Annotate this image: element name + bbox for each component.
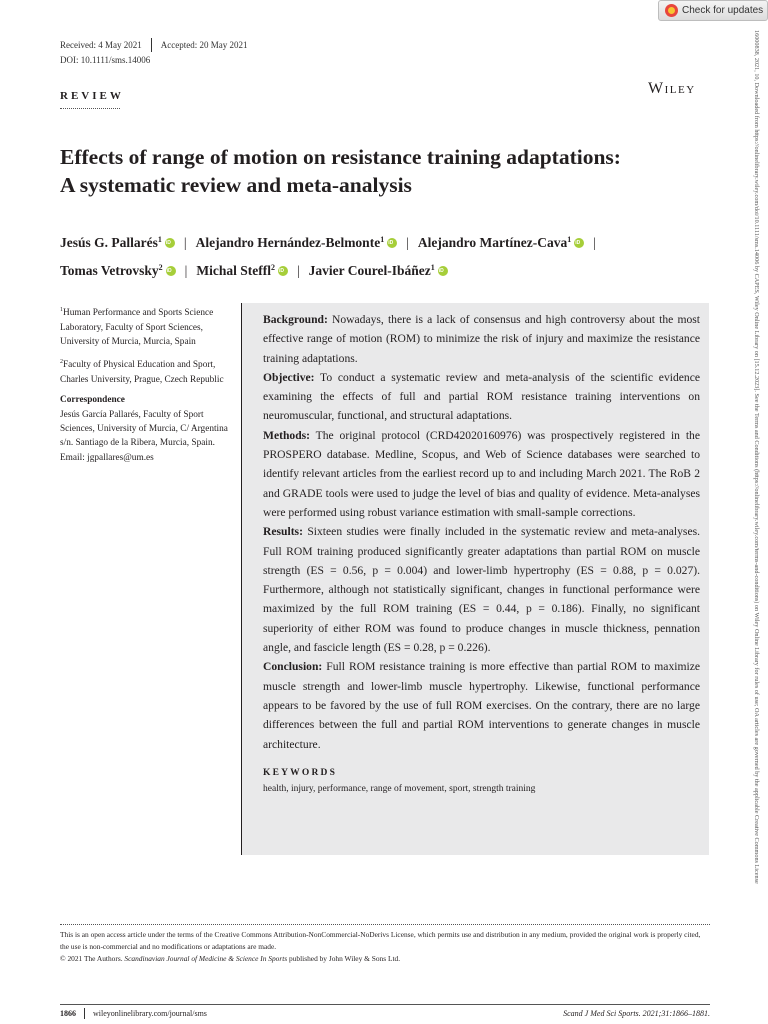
journal-name: Scandinavian Journal of Medicine & Science In Sports: [124, 954, 288, 963]
abstract-methods: [263, 426, 700, 522]
author-name: Tomas Vetrovsky: [60, 263, 159, 278]
section-rule: [60, 108, 120, 109]
license-notice: [60, 929, 710, 965]
article-dates: [60, 38, 247, 52]
affiliation-sup: 1: [60, 307, 63, 313]
author-separator: |: [183, 235, 187, 250]
page-footer: [60, 1008, 710, 1019]
objective-text: To conduct a systematic review and meta-analysis of the scientific evidence examining the effects of full and partial ROM resistance training interventions on neuromuscular, functional, and structural adaptations.: [263, 370, 700, 423]
doi[interactable]: DOI: 10.1111/sms.14006: [60, 55, 151, 65]
copyright-line: [60, 953, 710, 965]
keywords-heading: KEYWORDS: [263, 767, 338, 778]
methods-text: The original protocol (CRD42020160976) was prospectively registered in the PROSPERO database. Medline, Scopus, and Web of Science databases were searched to identify relevant articles from the earliest record up to and including March 2021. The RoB 2 and GRADE tools were used to judge the level of bias and quality of evidence. Meta-analyses were performed using robust variance estimation with small-sample corrections.: [263, 428, 700, 519]
objective-heading: Objective:: [263, 370, 315, 384]
orcid-icon[interactable]: [166, 266, 176, 276]
author[interactable]: [196, 263, 288, 278]
author[interactable]: [60, 263, 176, 278]
title-line-2: A systematic review and meta-analysis: [60, 173, 412, 197]
received-date: Received: 4 May 2021: [60, 40, 142, 50]
conclusion-heading: Conclusion:: [263, 660, 323, 674]
affiliation-sup: 2: [60, 359, 63, 366]
title-line-1: Effects of range of motion on resistance training adaptations:: [60, 145, 621, 169]
journal-citation: Scand J Med Sci Sports. 2021;31:1866–1881.: [563, 1009, 710, 1018]
journal-url[interactable]: wileyonlinelibrary.com/journal/sms: [93, 1009, 207, 1018]
affiliation: [60, 355, 240, 387]
results-heading: Results:: [263, 525, 303, 539]
crossmark-icon: [665, 4, 678, 17]
author-separator: |: [406, 235, 409, 250]
author-name: Jesús G. Pallarés: [60, 235, 158, 250]
orcid-icon[interactable]: [278, 266, 288, 276]
date-separator: [151, 38, 152, 52]
author-name: Michal Steffl: [196, 263, 271, 278]
license-rule: [60, 924, 710, 925]
side-download-strip: [750, 30, 762, 1020]
author[interactable]: [60, 235, 175, 250]
author[interactable]: [309, 263, 448, 278]
orcid-icon[interactable]: [574, 238, 584, 248]
author-affiliation-sup: 1: [380, 235, 385, 244]
abstract-conclusion: [263, 657, 700, 753]
correspondence-email[interactable]: Email: jgpallares@um.es: [60, 452, 154, 463]
results-text: Sixteen studies were finally included in the systematic review and meta-analyses. Full ROM training produced significantly greater adaptations than partial ROM on muscle strength (ES = 0.56, p = 0.004) and lower-limb hypertrophy (ES = 0.88, p = 0.027). Furthermore, although not statistically significant, changes in functional performance were maximized by the full ROM training (ES = 0.44, p = 0.186). Finally, no significant superiority of either ROM was found to produce changes in muscle thickness, pennation angle, and fascicle length (ES = 0.28, p = 0.226).: [263, 525, 700, 655]
license-text: This is an open access article under the terms of the Creative Commons Attribution-NonCommercial-NoDerivs License, which permits use and distribution in any medium, provided the original work is properly cited, the use is non-commercial and no modifications or adaptations are made.: [60, 930, 701, 951]
author-list: [60, 227, 720, 283]
affiliation-text: Faculty of Physical Education and Sport, Charles University, Prague, Czech Republic: [60, 360, 224, 385]
abstract-objective: [263, 368, 700, 426]
abstract-results: [263, 522, 700, 657]
page-number: 1866: [60, 1009, 76, 1018]
author-affiliation-sup: 2: [270, 263, 275, 272]
accepted-date: Accepted: 20 May 2021: [160, 40, 248, 50]
orcid-icon[interactable]: [387, 238, 397, 248]
orcid-icon[interactable]: [438, 266, 448, 276]
correspondence-heading: Correspondence: [60, 395, 125, 406]
author-separator: |: [593, 235, 596, 250]
author[interactable]: [196, 235, 398, 250]
author[interactable]: [418, 235, 584, 250]
footer-rule: [60, 1004, 710, 1005]
author-affiliation-sup: 1: [567, 235, 572, 244]
author-affiliation-sup: 1: [157, 235, 162, 244]
copyright-text: © 2021 The Authors.: [60, 954, 125, 963]
author-affiliation-sup: 2: [158, 263, 163, 272]
check-for-updates-button[interactable]: [658, 0, 768, 21]
section-label: REVIEW: [60, 90, 124, 102]
article-title: [60, 143, 710, 199]
author-separator: |: [296, 263, 300, 278]
keywords-text: health, injury, performance, range of movement, sport, strength training: [263, 783, 536, 794]
abstract-box: [241, 303, 709, 855]
author-name: Javier Courel-Ibáñez: [308, 263, 431, 278]
abstract-background: [263, 310, 700, 368]
orcid-icon[interactable]: [165, 238, 175, 248]
affiliations-column: [60, 303, 240, 465]
conclusion-text: Full ROM resistance training is more effective than partial ROM to maximize muscle strength and lower-limb muscle hypertrophy. Likewise, functional performance appears to be favored by the use of full ROM exercises. On the contrary, there are no large differences between the full and partial ROM interventions to generate changes in muscle architecture.: [263, 660, 700, 751]
background-heading: Background:: [263, 313, 328, 326]
published-by-text: published by John Wiley & Sons Ltd.: [287, 954, 401, 963]
side-download-text: 16000838, 2021, 10, Downloaded from https://onlinelibrary.wiley.com/doi/10.1111/sms.14006 by CAPES, Wiley Online Library on [15.12.2023]. See the Terms and Conditions (https://onlinelibrary.wiley.com/terms-and-conditions) on Wiley Online Library for rules of use; OA articles are governed by the applicable Creative Commons License: [753, 30, 760, 884]
correspondence-body: Jesús García Pallarés, Faculty of Sport Sciences, University of Murcia, C/ Argentina s/n. Santiago de la Ribera, Murcia, Spain.: [60, 409, 228, 449]
check-updates-label: Check for updates: [682, 5, 764, 16]
publisher-logo: Wiley: [648, 80, 696, 97]
author-separator: |: [184, 263, 188, 278]
footer-separator: [84, 1008, 85, 1019]
affiliation: [60, 303, 240, 349]
background-text: Nowadays, there is a lack of consensus and high controversy about the most effective range of motion (ROM) to minimize the risk of injury and maximize the resistance training adaptations.: [263, 313, 700, 365]
author-affiliation-sup: 1: [430, 263, 435, 272]
author-name: Alejandro Hernández-Belmonte: [195, 235, 381, 250]
author-name: Alejandro Martínez-Cava: [417, 235, 568, 250]
affiliation-text: Human Performance and Sports Science Laboratory, Faculty of Sport Sciences, University of Murcia, Murcia, Spain: [60, 308, 214, 347]
methods-heading: Methods:: [263, 428, 311, 442]
